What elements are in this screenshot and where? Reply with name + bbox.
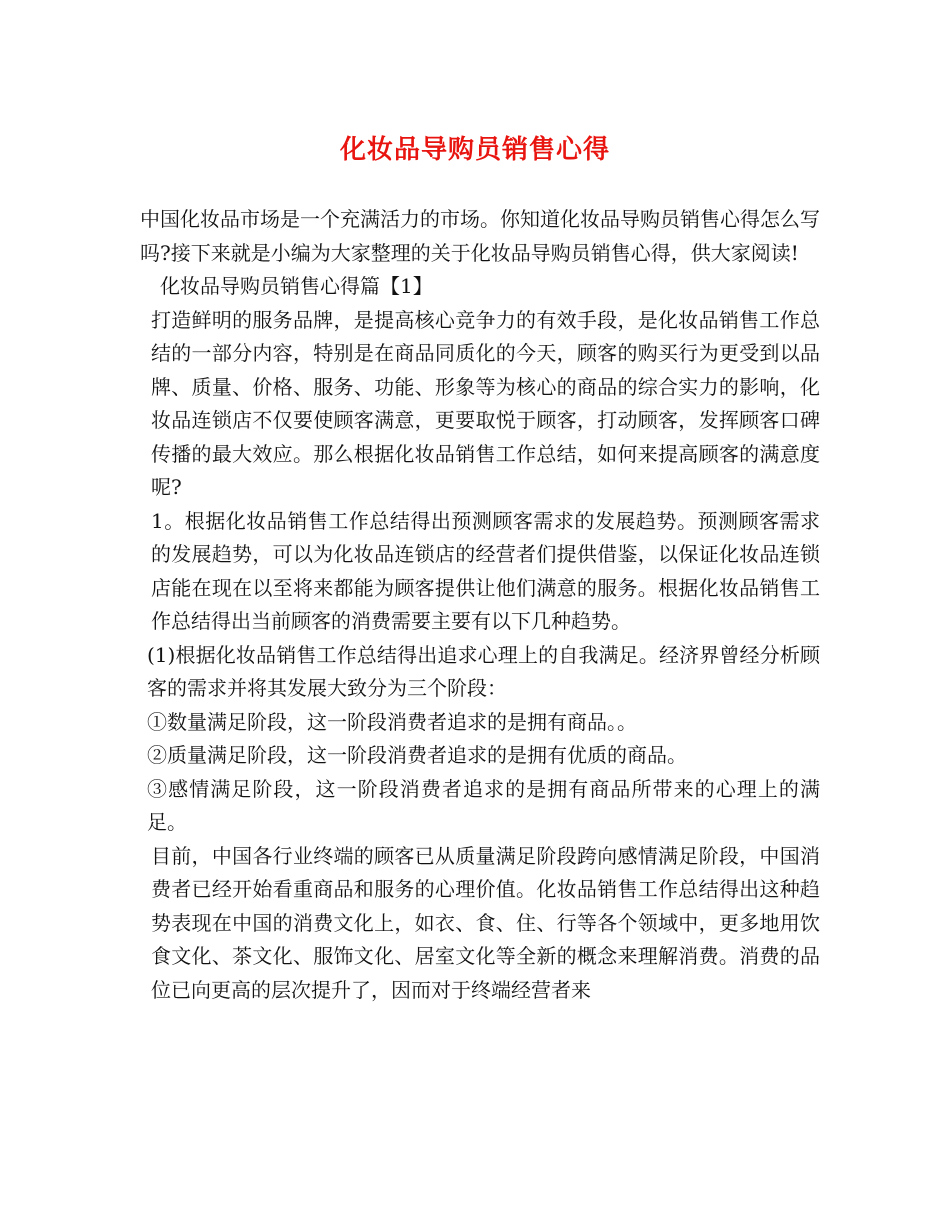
list-item: ②质量满足阶段，这一阶段消费者追求的是拥有优质的商品。 (147, 743, 687, 767)
document-body (140, 203, 820, 1007)
document-title: 化妆品导购员销售心得 (339, 135, 610, 165)
list-item: ①数量满足阶段，这一阶段消费者追求的是拥有商品。。 (147, 709, 637, 734)
section-heading: 化妆品导购员销售心得篇【1】 (160, 274, 433, 298)
body-paragraph: 打造鲜明的服务品牌，是提高核心竞争力的有效手段，是化妆品销售工作总结的一部分内容，特别是在商品同质化的今天，顾客的购买行为更受到以品牌、质量、价格、服务、功能、形象等为核心的商品的综合实力的影响，化妆品连锁店不仅要使顾客满意，更要取悦于顾客，打动顾客，发挥顾客口碑传播的最大效应。那么根据化妆品销售工作总结，如何来提高顾客的满意度呢? (151, 307, 820, 499)
intro-paragraph: 中国化妆品市场是一个充满活力的市场。你知道化妆品导购员销售心得怎么写吗?接下来就是小编为大家整理的关于化妆品导购员销售心得，供大家阅读! (140, 207, 820, 265)
body-paragraph: 目前，中国各行业终端的顾客已从质量满足阶段跨向感情满足阶段，中国消费者已经开始看重商品和服务的心理价值。化妆品销售工作总结得出这种趋势表现在中国的消费文化上，如衣、食、住、行等各个领域中，更多地用饮食文化、茶文化、服饰文化、居室文化等全新的概念来理解消费。消费的品位已向更高的层次提升了，因而对于终端经营者来 (151, 843, 820, 1002)
body-paragraph: (1)根据化妆品销售工作总结得出追求心理上的自我满足。经济界曾经分析顾客的需求并将其发展大致分为三个阶段： (147, 642, 820, 700)
list-item: ③感情满足阶段，这一阶段消费者追求的是拥有商品所带来的心理上的满足。 (147, 776, 820, 834)
body-paragraph: 1。根据化妆品销售工作总结得出预测顾客需求的发展趋势。预测顾客需求的发展趋势，可以为化妆品连锁店的经营者们提供借鉴，以保证化妆品连锁店能在现在以至将来都能为顾客提供让他们满意的服务。根据化妆品销售工作总结得出当前顾客的消费需要主要有以下几种趋势。 (151, 508, 820, 633)
